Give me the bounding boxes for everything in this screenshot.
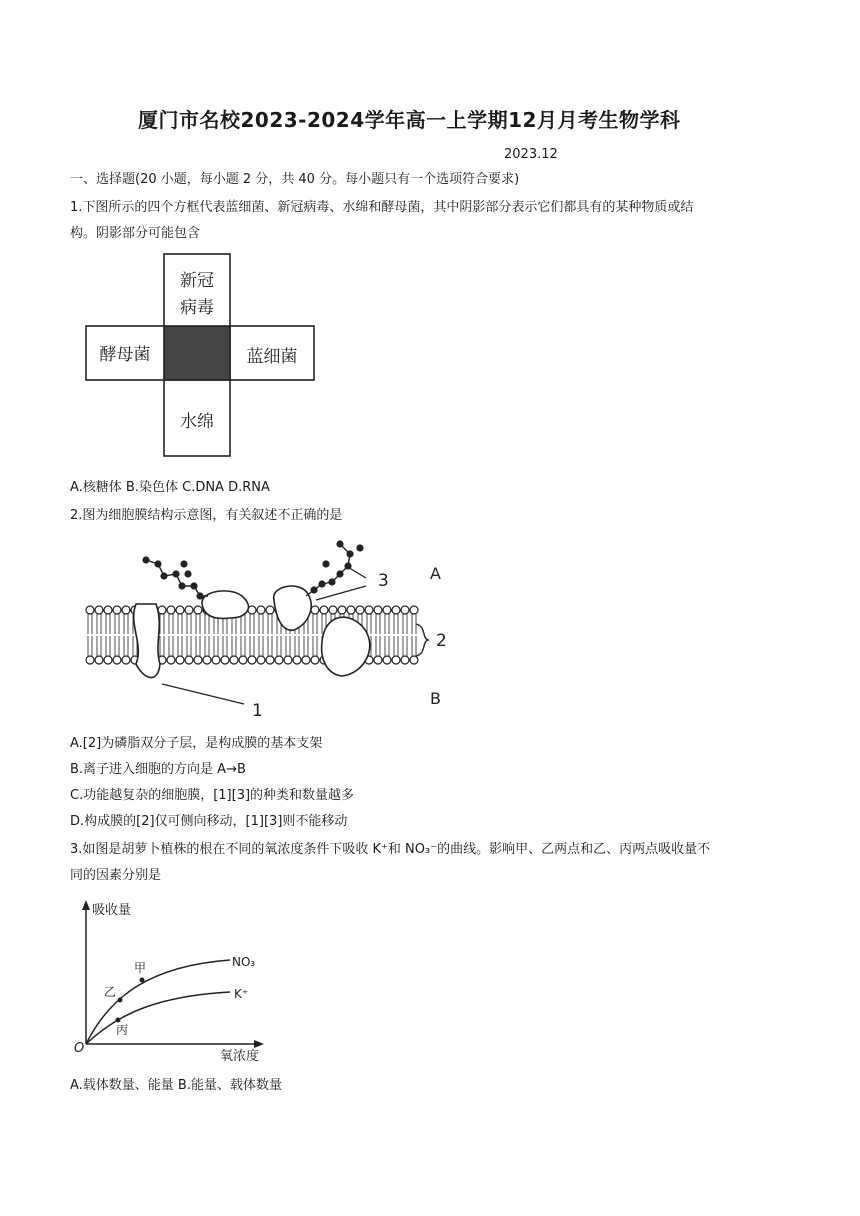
phospholipid-tail bbox=[241, 636, 245, 656]
q2-membrane-diagram bbox=[84, 534, 464, 724]
phospholipid-tail bbox=[160, 636, 164, 656]
phospholipid-tail bbox=[178, 636, 182, 656]
shaded-center bbox=[164, 326, 230, 380]
q1-stem-line1: 1.下图所示的四个方框代表蓝细菌、新冠病毒、水绵和酵母菌，其中阴影部分表示它们都具有的某种物质或结 bbox=[70, 200, 694, 215]
phospholipid-head bbox=[374, 656, 382, 664]
phospholipid-tail bbox=[124, 636, 128, 656]
phospholipid-tail bbox=[412, 636, 416, 656]
x-axis-label: 氧浓度 bbox=[220, 1049, 260, 1064]
phospholipid-tail bbox=[205, 614, 209, 634]
label-virus-1: 新冠 bbox=[180, 271, 214, 291]
phospholipid-head bbox=[410, 656, 418, 664]
phospholipid-head bbox=[86, 656, 94, 664]
phospholipid-head bbox=[257, 606, 265, 614]
phospholipid-head bbox=[302, 656, 310, 664]
phospholipid-tail bbox=[205, 636, 209, 656]
phospholipid-head bbox=[410, 606, 418, 614]
phospholipid-head bbox=[104, 606, 112, 614]
protein-1 bbox=[134, 604, 160, 678]
phospholipid-tail bbox=[385, 636, 389, 656]
phospholipid-head bbox=[383, 606, 391, 614]
phospholipid-head bbox=[221, 656, 229, 664]
phospholipid-tail bbox=[268, 636, 272, 656]
phospholipid-tail bbox=[376, 636, 380, 656]
phospholipid-tail bbox=[187, 614, 191, 634]
phospholipid-tail bbox=[178, 614, 182, 634]
label-B: B bbox=[430, 689, 441, 708]
phospholipid-head bbox=[338, 606, 346, 614]
phospholipid-head bbox=[95, 606, 103, 614]
phospholipid-head bbox=[230, 656, 238, 664]
phospholipid-tail bbox=[403, 636, 407, 656]
phospholipid-head bbox=[320, 606, 328, 614]
q2-option-d: D.构成膜的[2]仅可侧向移动，[1][3]则不能移动 bbox=[70, 814, 348, 829]
phospholipid-tail bbox=[169, 636, 173, 656]
phospholipid-tail bbox=[259, 636, 263, 656]
y-axis-arrow bbox=[82, 900, 90, 910]
label-2: 2 bbox=[436, 631, 447, 651]
phospholipid-head bbox=[176, 606, 184, 614]
phospholipid-tail bbox=[196, 614, 200, 634]
phospholipid-head bbox=[401, 606, 409, 614]
q1-options: A.核糖体 B.染色体 C.DNA D.RNA bbox=[70, 480, 270, 495]
phospholipid-tail bbox=[169, 614, 173, 634]
phospholipid-head bbox=[383, 656, 391, 664]
label-1: 1 bbox=[252, 701, 263, 721]
phospholipid-head bbox=[275, 656, 283, 664]
point-bing bbox=[116, 1018, 121, 1023]
phospholipid-tail bbox=[187, 636, 191, 656]
phospholipid-head bbox=[284, 656, 292, 664]
phospholipid-head bbox=[347, 606, 355, 614]
leader-3a bbox=[316, 586, 366, 600]
phospholipid-head bbox=[194, 656, 202, 664]
phospholipid-head bbox=[176, 656, 184, 664]
phospholipid-head bbox=[365, 606, 373, 614]
phospholipid-head bbox=[167, 606, 175, 614]
label-yi: 乙 bbox=[104, 985, 117, 999]
phospholipid-head bbox=[86, 606, 94, 614]
phospholipid-head bbox=[113, 656, 121, 664]
phospholipid-head bbox=[374, 606, 382, 614]
phospholipid-head bbox=[185, 606, 193, 614]
phospholipid-tail bbox=[367, 614, 371, 634]
phospholipid-tail bbox=[106, 614, 110, 634]
phospholipid-head bbox=[356, 606, 364, 614]
phospholipid-head bbox=[401, 656, 409, 664]
phospholipid-tail bbox=[124, 614, 128, 634]
phospholipid-tail bbox=[250, 614, 254, 634]
phospholipid-tail bbox=[97, 614, 101, 634]
protein-glyco bbox=[274, 586, 312, 630]
phospholipid-tail bbox=[394, 614, 398, 634]
phospholipid-tail bbox=[403, 614, 407, 634]
phospholipid-head bbox=[212, 656, 220, 664]
q2-option-b: B.离子进入细胞的方向是 A→B bbox=[70, 762, 246, 777]
q2-stem: 2.图为细胞膜结构示意图，有关叙述不正确的是 bbox=[70, 508, 343, 523]
phospholipid-head bbox=[167, 656, 175, 664]
leader-3b bbox=[346, 566, 366, 578]
phospholipid-head bbox=[266, 606, 274, 614]
curve-label-k: K⁺ bbox=[234, 987, 249, 1001]
phospholipid-tail bbox=[223, 636, 227, 656]
phospholipid-head bbox=[257, 656, 265, 664]
exam-date: 2023.12 bbox=[504, 147, 558, 162]
phospholipid-tail bbox=[394, 636, 398, 656]
phospholipid-tail bbox=[88, 614, 92, 634]
phospholipid-tail bbox=[115, 636, 119, 656]
phospholipid-head bbox=[266, 656, 274, 664]
q2-option-c: C.功能越复杂的细胞膜，[1][3]的种类和数量越多 bbox=[70, 788, 355, 803]
page-title: 厦门市名校2023-2024学年高一上学期12月月考生物学科 bbox=[138, 108, 681, 132]
phospholipid-tail bbox=[88, 636, 92, 656]
y-axis-label: 吸收量 bbox=[92, 903, 132, 918]
point-jia bbox=[140, 978, 145, 983]
phospholipid-tail bbox=[277, 636, 281, 656]
phospholipid-tail bbox=[259, 614, 263, 634]
phospholipid-tail bbox=[232, 636, 236, 656]
phospholipid-tail bbox=[376, 614, 380, 634]
phospholipid-head bbox=[293, 656, 301, 664]
phospholipid-tail bbox=[106, 636, 110, 656]
label-A: A bbox=[430, 564, 441, 583]
q2-option-a: A.[2]为磷脂双分子层，是构成膜的基本支架 bbox=[70, 736, 323, 751]
phospholipid-tail bbox=[250, 636, 254, 656]
x-axis-arrow bbox=[254, 1040, 264, 1048]
phospholipid-tail bbox=[214, 636, 218, 656]
phospholipid-head bbox=[329, 606, 337, 614]
label-bing: 丙 bbox=[116, 1023, 129, 1037]
phospholipid-head bbox=[158, 606, 166, 614]
phospholipid-head bbox=[311, 606, 319, 614]
q3-absorption-graph bbox=[70, 896, 280, 1068]
phospholipid-tail bbox=[313, 636, 317, 656]
phospholipid-head bbox=[122, 656, 130, 664]
phospholipid-tail bbox=[286, 636, 290, 656]
phospholipid-tail bbox=[160, 614, 164, 634]
q1-stem-line2: 构。阴影部分可能包含 bbox=[70, 226, 201, 241]
phospholipid-tail bbox=[196, 636, 200, 656]
label-virus-2: 病毒 bbox=[180, 298, 214, 318]
phospholipid-tail bbox=[385, 614, 389, 634]
q3-stem-line1: 3.如图是胡萝卜植株的根在不同的氧浓度条件下吸收 K⁺和 NO₃⁻的曲线。影响甲、乙两点和乙、丙两点吸收量不 bbox=[70, 842, 711, 857]
phospholipid-tail bbox=[241, 614, 245, 634]
phospholipid-tail bbox=[313, 614, 317, 634]
leader-1 bbox=[162, 684, 244, 704]
phospholipid-head bbox=[392, 656, 400, 664]
brace-2 bbox=[416, 624, 428, 656]
phospholipid-head bbox=[122, 606, 130, 614]
phospholipid-head bbox=[104, 656, 112, 664]
label-yeast: 酵母菌 bbox=[99, 345, 151, 365]
protein-embedded bbox=[322, 617, 370, 676]
phospholipid-tail bbox=[97, 636, 101, 656]
phospholipid-head bbox=[185, 656, 193, 664]
phospholipid-head bbox=[239, 656, 247, 664]
phospholipid-tail bbox=[295, 636, 299, 656]
phospholipid-tail bbox=[304, 636, 308, 656]
phospholipid-head bbox=[113, 606, 121, 614]
point-yi bbox=[118, 998, 123, 1003]
sugar-beads bbox=[142, 540, 363, 599]
label-cyanobacteria: 蓝细菌 bbox=[246, 347, 298, 367]
phospholipid-head bbox=[194, 606, 202, 614]
q1-cross-diagram bbox=[84, 252, 324, 460]
phospholipid-head bbox=[203, 656, 211, 664]
phospholipid-head bbox=[248, 656, 256, 664]
phospholipid-tail bbox=[412, 614, 416, 634]
phospholipid-tail bbox=[115, 614, 119, 634]
section-heading: 一、选择题(20 小题，每小题 2 分，共 40 分。每小题只有一个选项符合要求) bbox=[70, 172, 520, 187]
phospholipid-head bbox=[392, 606, 400, 614]
q3-options: A.载体数量、能量 B.能量、载体数量 bbox=[70, 1078, 282, 1093]
origin-label: O bbox=[74, 1041, 85, 1056]
q3-stem-line2: 同的因素分别是 bbox=[70, 868, 162, 883]
phospholipid-tail bbox=[268, 614, 272, 634]
curve-no3 bbox=[86, 960, 230, 1044]
label-jia: 甲 bbox=[134, 961, 147, 975]
curve-k bbox=[86, 992, 230, 1044]
phospholipid-head bbox=[311, 656, 319, 664]
protein-surface bbox=[202, 591, 248, 619]
label-3: 3 bbox=[378, 571, 389, 591]
phospholipid-head bbox=[95, 656, 103, 664]
curve-label-no3: NO₃ bbox=[232, 955, 256, 969]
label-spirogyra: 水绵 bbox=[180, 412, 214, 432]
